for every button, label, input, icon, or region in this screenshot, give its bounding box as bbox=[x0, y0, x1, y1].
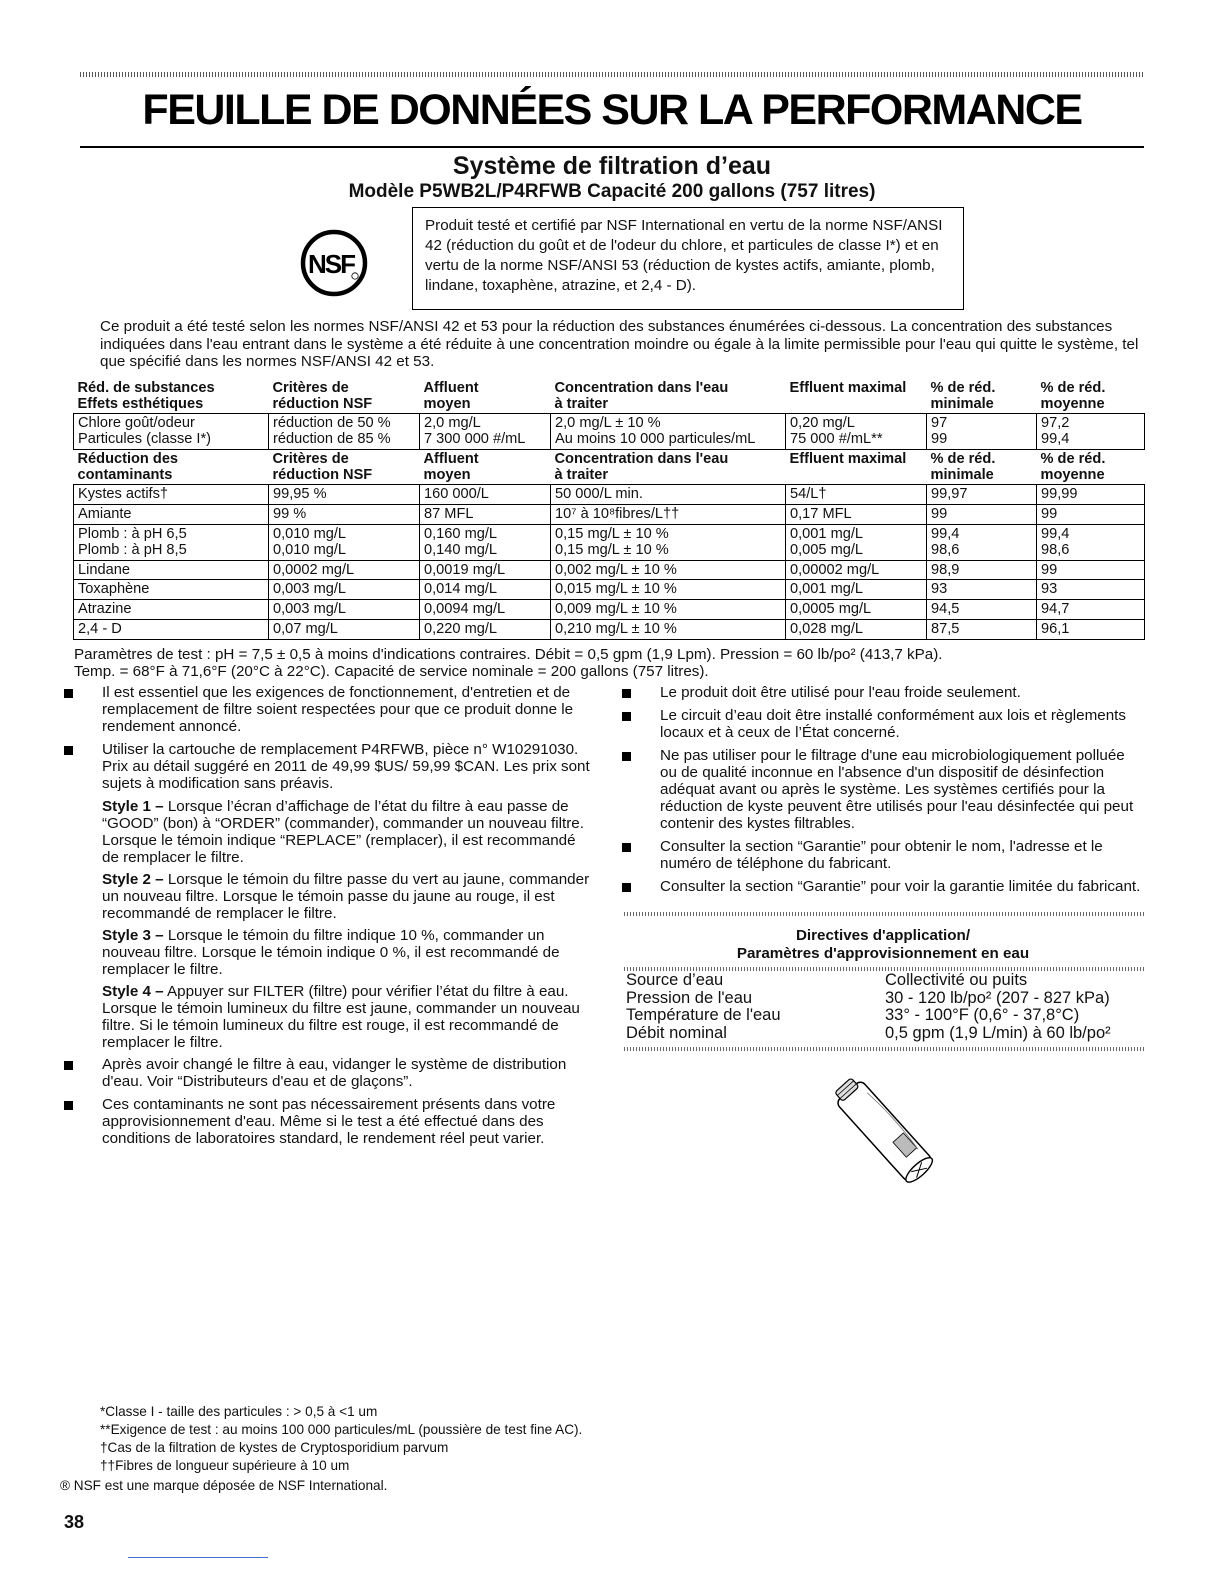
table-cell: 160 000/L bbox=[420, 485, 551, 505]
table-cell: 99 bbox=[1037, 560, 1145, 580]
bullet-square-icon bbox=[622, 712, 631, 721]
table-cell: Amiante bbox=[74, 504, 269, 524]
left-column bbox=[64, 684, 594, 1153]
table-row bbox=[74, 485, 1145, 505]
table-cell: % de réd. minimale bbox=[930, 380, 996, 412]
bullet-item: Le circuit d’eau doit être installé conformément aux lois et règlements locaux et à ceux de l’État concerné. bbox=[622, 707, 1144, 741]
footnotes bbox=[60, 1403, 760, 1495]
nsf-logo-text: NSF bbox=[308, 249, 354, 279]
table-row: Débit nominal 0,5 gpm (1,9 L/min) à 60 lb/po² bbox=[626, 1023, 1111, 1042]
bullet-square-icon bbox=[64, 1101, 73, 1110]
table-cell: 0,002 mg/L ± 10 % bbox=[551, 560, 786, 580]
footnote: ††Fibres de longueur supérieure à 10 um bbox=[100, 1458, 350, 1473]
table-cell: 99 % bbox=[269, 504, 420, 524]
trademark-note: ® NSF est une marque déposée de NSF International. bbox=[60, 1478, 388, 1493]
table-cell: réduction de 50 % réduction de 85 % bbox=[269, 414, 420, 450]
bullet-item: Il est essentiel que les exigences de fonctionnement, d'entretien et de remplacement de filtre soient respectées pour que ce produit donne le rendement annoncé. bbox=[64, 684, 594, 735]
table-cell: 2,4 - D bbox=[74, 619, 269, 639]
table-cell: 97,2 99,4 bbox=[1037, 414, 1145, 450]
right-column bbox=[622, 684, 1144, 901]
table-cell: 0,210 mg/L ± 10 % bbox=[551, 619, 786, 639]
table-cell: Effluent maximal bbox=[789, 380, 907, 396]
bullet-item: Ne pas utiliser pour le filtrage d'une eau microbiologiquement polluée ou de qualité inconnue en l'absence d'un dispositif de désinfection adéquat avant ou après le système. Les systèmes certifiés pour la réduction de kyste peuvent être utilisés pour l'eau désinfectée qui peut contenir des kystes filtrables. bbox=[622, 747, 1144, 832]
certification-box: Produit testé et certifié par NSF International en vertu de la norme NSF/ANSI 42 (réduction du goût et de l'odeur du chlore, et particules de classe I*) et en vertu de la norme NSF/ANSI 53 (réduction de kystes actifs, amiante, plomb, lindane, toxaphène, atrazine, et 2,4 - D). bbox=[412, 207, 964, 310]
table-cell: 10⁷ à 10⁸fibres/L†† bbox=[551, 504, 786, 524]
table-cell: 0,220 mg/L bbox=[420, 619, 551, 639]
page-number: 38 bbox=[64, 1512, 85, 1532]
table-cell: 87 MFL bbox=[420, 504, 551, 524]
table-cell: 0,009 mg/L ± 10 % bbox=[551, 600, 786, 620]
table-cell: 98,9 bbox=[927, 560, 1037, 580]
bullet-square-icon bbox=[622, 752, 631, 761]
table-cell: 0,17 MFL bbox=[786, 504, 927, 524]
test-params-line2: Temp. = 68°F à 71,6°F (20°C à 22°C). Capacité de service nominale = 200 gallons (757 litres). bbox=[74, 663, 709, 680]
table-cell: 87,5 bbox=[927, 619, 1037, 639]
table-cell: 0,0002 mg/L bbox=[269, 560, 420, 580]
test-params-line1: Paramètres de test : pH = 7,5 ± 0,5 à moins d'indications contraires. Débit = 0,5 gpm (1,9 Lpm). Pression = 60 lb/po² (413,7 kPa). bbox=[74, 646, 943, 663]
table-cell: Chlore goût/odeur Particules (classe I*) bbox=[74, 414, 269, 450]
table-header-row bbox=[74, 379, 1145, 414]
nsf-logo bbox=[300, 229, 368, 297]
table-cell: 93 bbox=[927, 580, 1037, 600]
table-cell: 99,99 bbox=[1037, 485, 1145, 505]
style-item: Style 1 – Lorsque l’écran d’affichage de l’état du filtre à eau passe de “GOOD” (bon) à “ORDER” (commander), commander un nouveau filtre. Lorsque le témoin indique “REPLACE” (remplacer), il est recommandé de remplacer le filtre. bbox=[102, 798, 584, 866]
table-cell: Critères de réduction NSF bbox=[272, 451, 373, 483]
bottom-link-line bbox=[128, 1557, 268, 1558]
table-cell: Atrazine bbox=[74, 600, 269, 620]
style-item: Style 2 – Lorsque le témoin du filtre passe du vert au jaune, commander un nouveau filtre. Lorsque le témoin passe du jaune au rouge, il est recommandé de remplacer le filtre. bbox=[102, 871, 590, 922]
table-row bbox=[74, 560, 1145, 580]
directives-title: Directives d'application/ Paramètres d'approvisionnement en eau bbox=[736, 927, 1030, 962]
bullet-square-icon bbox=[64, 689, 73, 698]
table-cell: 0,001 mg/L 0,005 mg/L bbox=[786, 524, 927, 560]
table-cell: 97 99 bbox=[927, 414, 1037, 450]
table-cell: 2,0 mg/L 7 300 000 #/mL bbox=[420, 414, 551, 450]
bullet-item: Consulter la section “Garantie” pour obtenir le nom, l'adresse et le numéro de téléphone du fabricant. bbox=[622, 838, 1144, 872]
table-cell: 0,001 mg/L bbox=[786, 580, 927, 600]
table-cell: 96,1 bbox=[1037, 619, 1145, 639]
table-cell: 2,0 mg/L ± 10 % Au moins 10 000 particules/mL bbox=[551, 414, 786, 450]
page-title: FEUILLE DE DONNÉES SUR LA PERFORMANCE bbox=[142, 86, 1082, 134]
style-item: Style 3 – Lorsque le témoin du filtre indique 10 %, commander un nouveau filtre. Lorsque le témoin indique 0 %, il est recommandé de remplacer le filtre. bbox=[102, 927, 560, 978]
table-cell: 0,0019 mg/L bbox=[420, 560, 551, 580]
table-cell: 0,00002 mg/L bbox=[786, 560, 927, 580]
top-hatch-bar bbox=[80, 72, 1144, 77]
table-cell: 54/L† bbox=[786, 485, 927, 505]
table-cell: 99 bbox=[927, 504, 1037, 524]
table-cell: 0,0094 mg/L bbox=[420, 600, 551, 620]
table-cell: Toxaphène bbox=[74, 580, 269, 600]
table-cell: 99,97 bbox=[927, 485, 1037, 505]
table-row bbox=[74, 524, 1145, 560]
table-row bbox=[74, 414, 1145, 450]
bullet-square-icon bbox=[622, 883, 631, 892]
style-item: Style 4 – Appuyer sur FILTER (filtre) pour vérifier l’état du filtre à eau. Lorsque le témoin lumineux du filtre est jaune, commander un nouveau filtre. Si le témoin lumineux du filtre est rouge, il est recommandé de remplacer le filtre. bbox=[102, 983, 580, 1051]
title-rule bbox=[80, 146, 1144, 148]
table-cell: Effluent maximal bbox=[789, 451, 907, 467]
table-cell: Affluent moyen bbox=[423, 380, 479, 412]
directives-table bbox=[626, 972, 1144, 1042]
bullet-item: Utiliser la cartouche de remplacement P4RFWB, pièce n° W10291030. Prix au détail suggéré en 2011 de 49,99 $US/ 59,99 $CAN. Les prix sont sujets à modification sans préavis. bbox=[64, 741, 594, 792]
table-header-row bbox=[74, 450, 1145, 485]
bullet-item: Consulter la section “Garantie” pour voir la garantie limitée du fabricant. bbox=[622, 878, 1144, 895]
bullet-square-icon bbox=[622, 689, 631, 698]
table-cell: 0,20 mg/L 75 000 #/mL** bbox=[786, 414, 927, 450]
table-cell: 0,014 mg/L bbox=[420, 580, 551, 600]
table-cell: 0,160 mg/L 0,140 mg/L bbox=[420, 524, 551, 560]
table-cell: 0,028 mg/L bbox=[786, 619, 927, 639]
table-cell: Concentration dans l'eau à traiter bbox=[554, 451, 729, 483]
bullet-square-icon bbox=[64, 1061, 73, 1070]
table-cell: Réduction des contaminants bbox=[77, 451, 179, 483]
footnote: *Classe I - taille des particules : > 0,5 à <1 um bbox=[100, 1404, 378, 1419]
table-cell: 0,07 mg/L bbox=[269, 619, 420, 639]
table-row: Pression de l'eau 30 - 120 lb/po² (207 - 827 kPa) bbox=[626, 988, 1110, 1007]
table-row bbox=[74, 600, 1145, 620]
table-cell: 94,5 bbox=[927, 600, 1037, 620]
directives-hatch-top bbox=[624, 912, 1144, 916]
table-cell: % de réd. moyenne bbox=[1040, 451, 1106, 483]
bullet-item: Après avoir changé le filtre à eau, vidanger le système de distribution d'eau. Voir “Distributeurs d'eau et de glaçons”. bbox=[64, 1056, 594, 1090]
table-cell: 0,010 mg/L 0,010 mg/L bbox=[269, 524, 420, 560]
table-row: Source d’eau Collectivité ou puits bbox=[626, 971, 1028, 989]
table-cell: Concentration dans l'eau à traiter bbox=[554, 380, 729, 412]
performance-table bbox=[73, 379, 1145, 640]
intro-paragraph: Ce produit a été testé selon les normes NSF/ANSI 42 et 53 pour la réduction des substances énumérées ci-dessous. La concentration des substances indiquées dans l'eau entrant dans le système a été réduite à une concentration moindre ou égale à la limite permissible pour l'eau qui quitte le système, tel que spécifié dans les normes NSF/ANSI 42 et 53. bbox=[100, 318, 1139, 370]
table-cell: 50 000/L min. bbox=[551, 485, 786, 505]
table-cell: Affluent moyen bbox=[423, 451, 479, 483]
table-row bbox=[74, 504, 1145, 524]
table-cell: 99,95 % bbox=[269, 485, 420, 505]
table-cell: 94,7 bbox=[1037, 600, 1145, 620]
table-cell: Lindane bbox=[74, 560, 269, 580]
table-cell: 99 bbox=[1037, 504, 1145, 524]
system-title: Système de filtration d’eau bbox=[452, 152, 772, 180]
table-cell: 99,4 98,6 bbox=[1037, 524, 1145, 560]
table-cell: % de réd. minimale bbox=[930, 451, 996, 483]
test-parameters bbox=[74, 646, 1144, 680]
table-cell: 0,015 mg/L ± 10 % bbox=[551, 580, 786, 600]
directives-hatch-bottom bbox=[624, 1047, 1144, 1051]
bullet-item: Le produit doit être utilisé pour l'eau froide seulement. bbox=[622, 684, 1144, 701]
table-cell: 0,15 mg/L ± 10 % 0,15 mg/L ± 10 % bbox=[551, 524, 786, 560]
model-title: Modèle P5WB2L/P4RFWB Capacité 200 gallons (757 litres) bbox=[348, 181, 876, 202]
bullet-item: Ces contaminants ne sont pas nécessairement présents dans votre approvisionnement d'eau. Même si le test a été effectué dans des conditions de laboratoires standard, le rendement réel peut varier. bbox=[64, 1096, 594, 1147]
table-cell: 0,0005 mg/L bbox=[786, 600, 927, 620]
table-cell: Kystes actifs† bbox=[74, 485, 269, 505]
table-cell: % de réd. moyenne bbox=[1040, 380, 1106, 412]
filter-cartridge-icon bbox=[820, 1075, 950, 1190]
table-row: Température de l'eau 33° - 100°F (0,6° - 37,8°C) bbox=[626, 1006, 1080, 1024]
table-cell: Réd. de substances Effets esthétiques bbox=[77, 380, 215, 412]
table-cell: Plomb : à pH 6,5 Plomb : à pH 8,5 bbox=[74, 524, 269, 560]
table-row bbox=[74, 580, 1145, 600]
footnote: †Cas de la filtration de kystes de Cryptosporidium parvum bbox=[100, 1440, 449, 1455]
table-cell: 99,4 98,6 bbox=[927, 524, 1037, 560]
bullet-square-icon bbox=[622, 843, 631, 852]
table-cell: 0,003 mg/L bbox=[269, 580, 420, 600]
bullet-square-icon bbox=[64, 746, 73, 755]
table-cell: 0,003 mg/L bbox=[269, 600, 420, 620]
table-row bbox=[74, 619, 1145, 639]
footnote: **Exigence de test : au moins 100 000 particules/mL (poussière de test fine AC). bbox=[100, 1422, 583, 1437]
table-cell: 93 bbox=[1037, 580, 1145, 600]
table-cell: Critères de réduction NSF bbox=[272, 380, 373, 412]
